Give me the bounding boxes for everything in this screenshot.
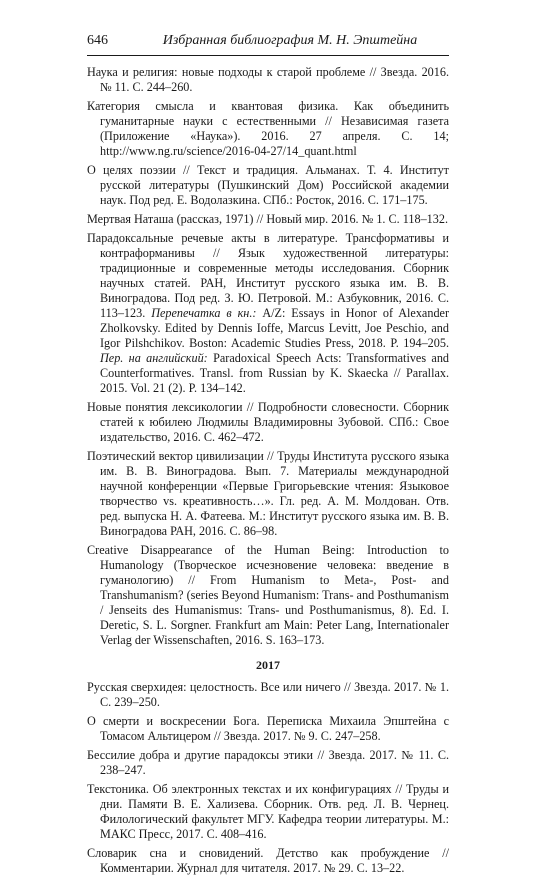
bibliography-entry xyxy=(87,231,449,396)
bibliography-entry: О целях поэзии // Текст и традиция. Альманах. Т. 4. Институт русской литературы (Пушкинский Дом) Российской академии наук. Под ред. Е. Водолазкина. СПб.: Росток, 2016. С. 171–175. xyxy=(87,163,449,207)
year-heading: 2017 xyxy=(256,658,280,672)
bibliography-entry: Наука и религия: новые подходы к старой проблеме // Звезда. 2016. № 11. С. 244–260. xyxy=(87,65,449,94)
page-number: 646 xyxy=(87,33,108,48)
bibliography-list xyxy=(87,65,449,880)
bibliography-entry: Creative Disappearance of the Human Being: Introduction to Humanology (Творческое исчезновение человека: введение в гуманологию) // From Humanism to Meta-, Post- and Transhumanism? (series Beyond Humanism: Trans- and Posthumanism / Jenseits des Humanismus: Trans- und Posthumanismus, 8). Ed. I. Deretic, S. L. Sorgner. Frankfurt am Main: Peter Lang, Internationaler Verlag der Wissenschaften, 2016. S. 163–173. xyxy=(87,543,449,647)
bibliography-entry: Текстоника. Об электронных текстах и их конфигурациях // Труды и дни. Памяти В. Е. Хализева. Сборник. Отв. ред. Л. В. Чернец. Филологический факультет МГУ. Кафедра теории литературы. М.: МАКС Пресс, 2017. С. 408–416. xyxy=(87,782,449,841)
page-header xyxy=(87,32,449,49)
reprint-note: Перепечатка в кн.: xyxy=(151,306,257,320)
running-title: Избранная библиография М. Н. Эпштейна xyxy=(162,33,418,48)
translation-note: Пер. на английский: xyxy=(100,351,208,365)
entry-text: Paradoxical Speech Acts: Transformatives and Counterformatives. Transl. from Russian by K. Skaecka // Parallax. 2015. Vol. 21 (2). P. 134–142. xyxy=(100,351,450,395)
bibliography-entry: Категория смысла и квантовая физика. Как объединить гуманитарные науки с естественными // Независимая газета (Приложение «Наука»). 2016. 27 апреля. С. 14; http://www.ng.ru/science/2016-04-27/14_quant.html xyxy=(87,99,449,158)
bibliography-entry: Новые понятия лексикологии // Подробности словесности. Сборник статей к юбилею Людмилы Владимировны Зубовой. СПб.: Свое издательство, 2016. С. 462–472. xyxy=(87,400,449,444)
bibliography-entry: О смерти и воскресении Бога. Переписка Михаила Эпштейна с Томасом Альтицером // Звезда. 2017. № 9. С. 247–258. xyxy=(87,714,449,743)
bibliography-entry: Мертвая Наташа (рассказ, 1971) // Новый мир. 2016. № 1. С. 118–132. xyxy=(87,212,448,226)
entry-text: A/Z: Essays in Honor of Alexander Zholkovsky. Edited by Dennis Ioffe, Marcus Levitt, Joe Peschio, and Igor Pilshchikov. Boston: Academic Studies Press, 2018. P. 194–205. xyxy=(100,306,450,350)
bibliography-entry: Русская сверхидея: целостность. Все или ничего // Звезда. 2017. № 1. С. 239–250. xyxy=(87,680,449,709)
entry-text: Парадоксальные речевые акты в литературе. Трансформативы и контраформанивы // Язык художественной литературы: традиционные и современные методы исследования. Сборник научных статей. РАН, Институт русского языка им. В. В. Виноградова. Под ред. З. Ю. Петровой. М.: Азбуковник, 2016. С. 113–123. xyxy=(87,231,449,320)
header-rule xyxy=(87,55,449,56)
bibliography-entry: Поэтический вектор цивилизации // Труды Института русского языка им. В. В. Виноградова. Вып. 7. Материалы международной научной конференции «Первые Григорьевские чтения: Языковое творчество vs. креативность…». Гл. ред. А. М. Молдован. Отв. ред. выпуска Н. А. Фатеева. М.: Институт русского языка им. В. В. Виноградова РАН, 2016. С. 86–98. xyxy=(87,449,449,538)
bibliography-entry: Словарик сна и сновидений. Детство как пробуждение // Комментарии. Журнал для читателя. 2017. № 29. С. 13–22. xyxy=(87,846,449,875)
bibliography-entry: Бессилие добра и другие парадоксы этики // Звезда. 2017. № 11. С. 238–247. xyxy=(87,748,449,777)
